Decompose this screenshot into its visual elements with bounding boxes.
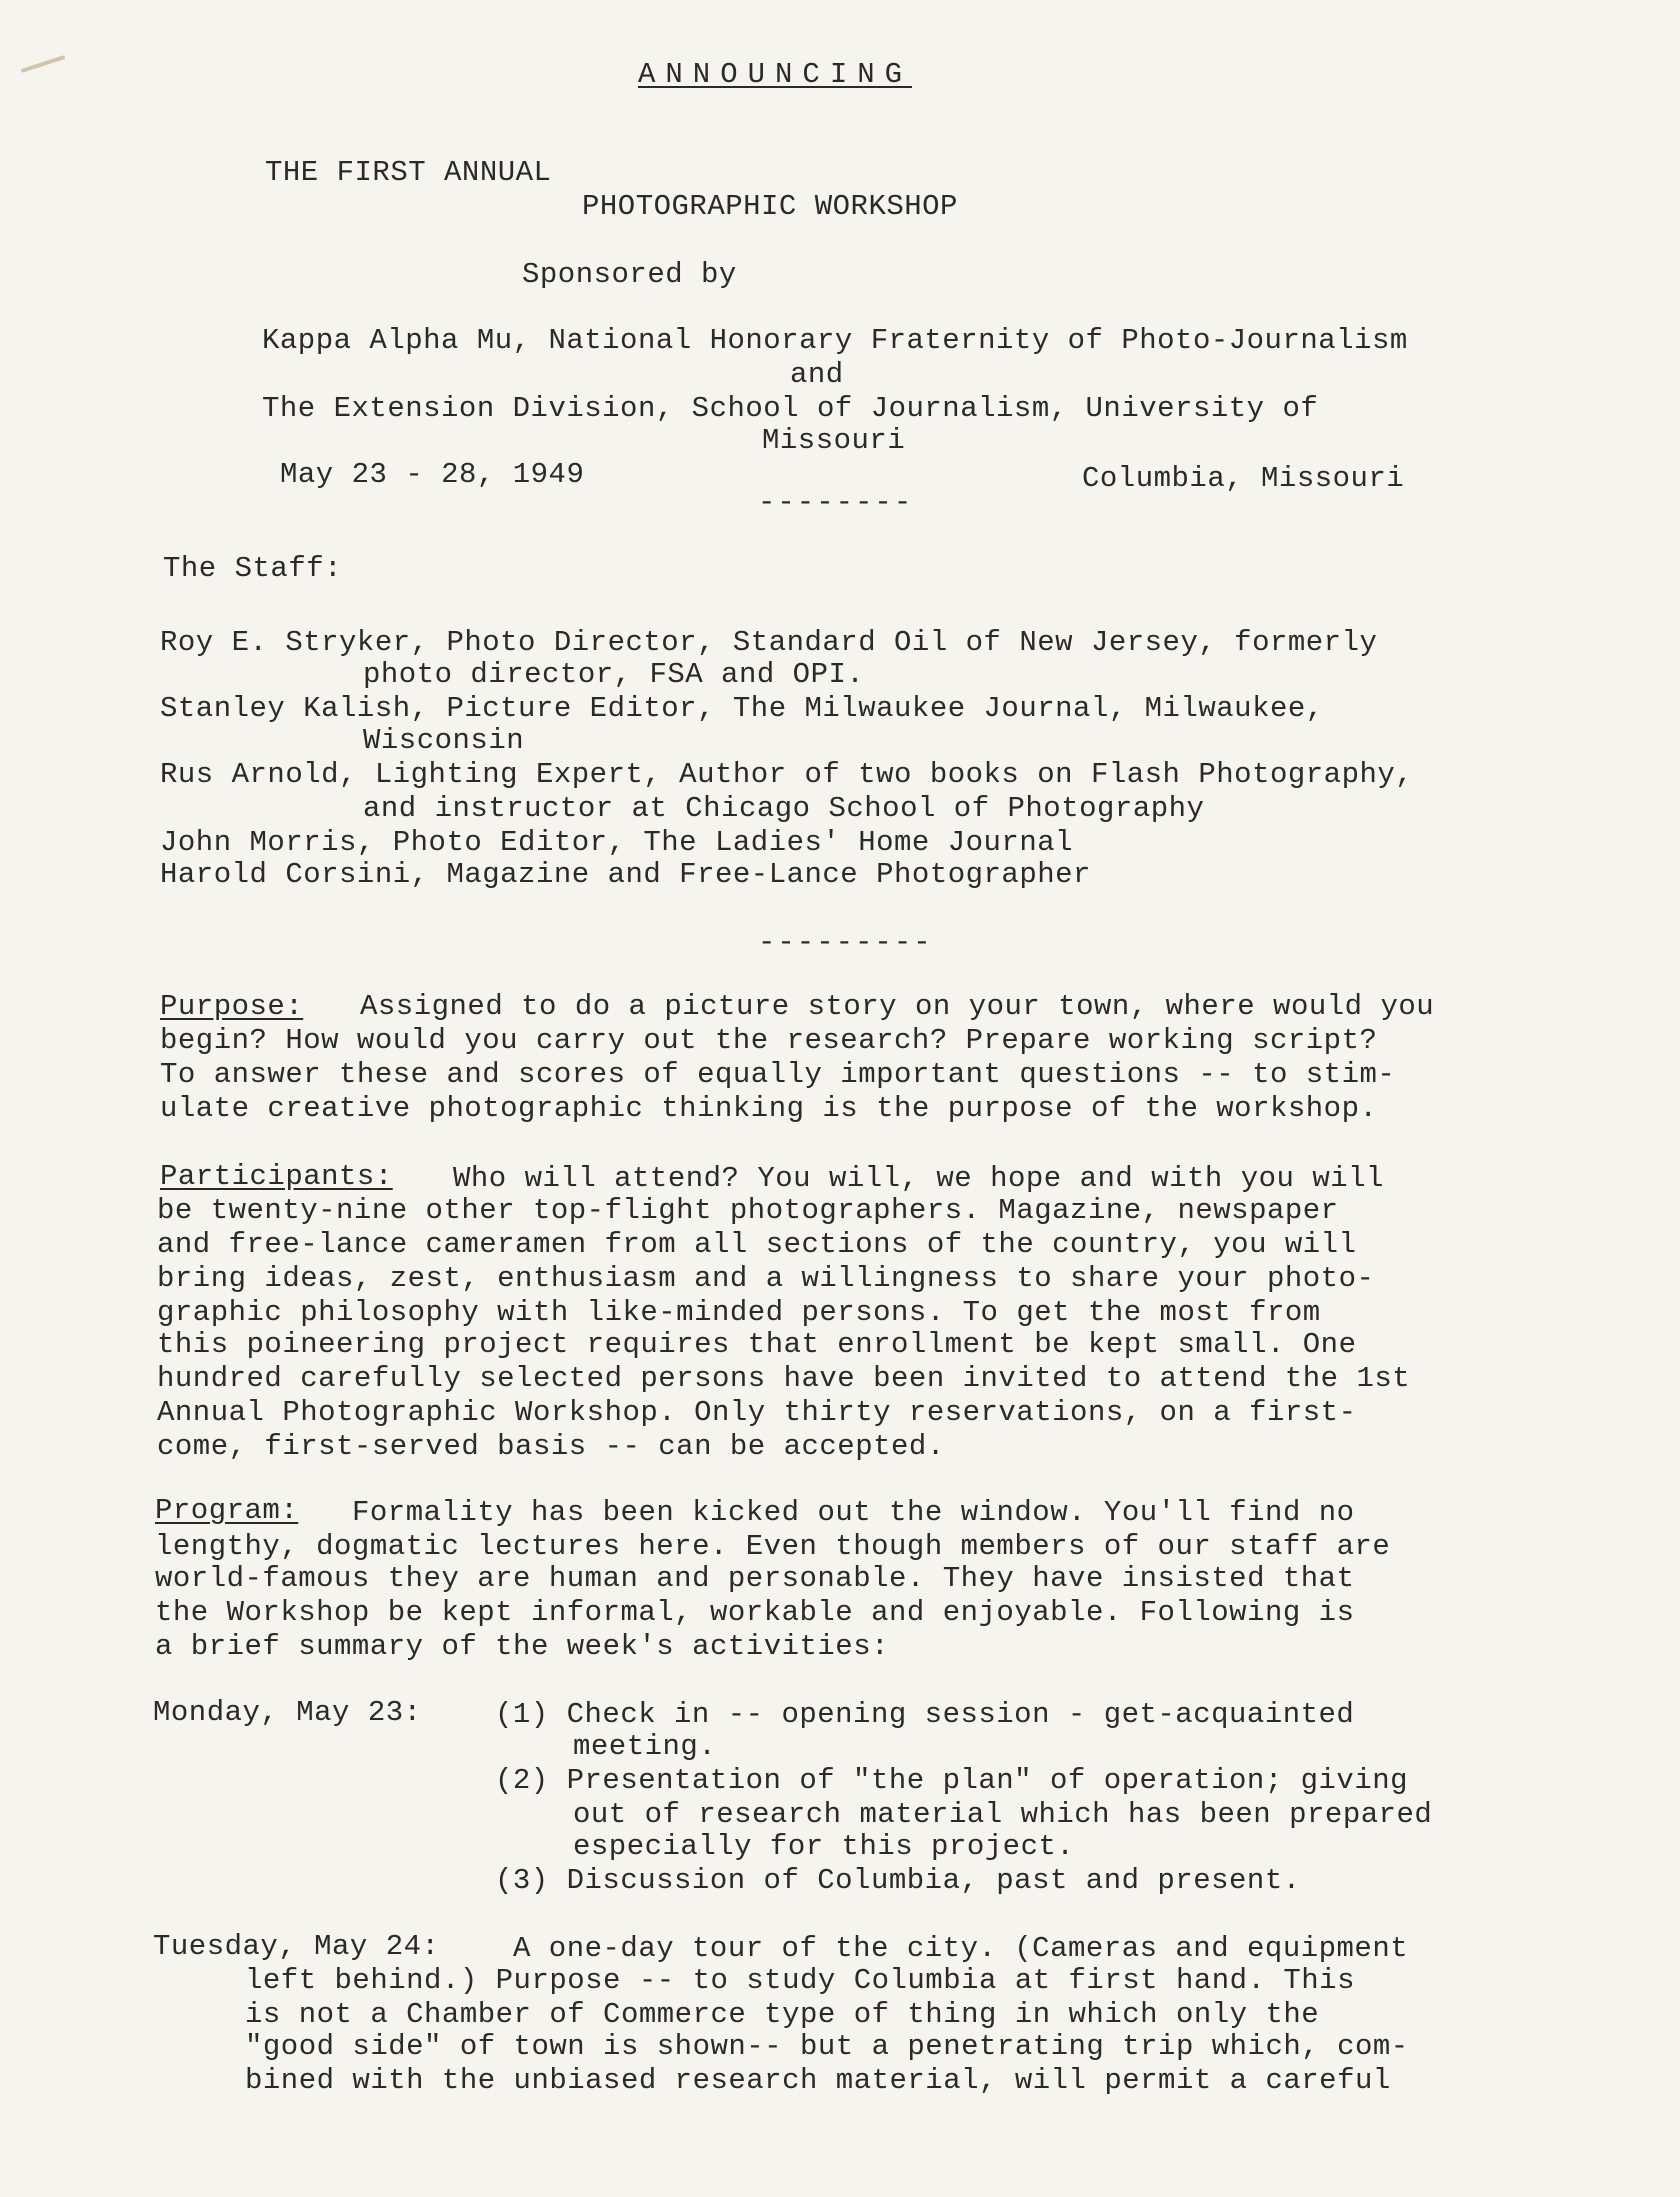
purpose-label: Purpose:	[160, 990, 304, 1023]
program-line: the Workshop be kept informal, workable and enjoyable. Following is	[155, 1596, 1355, 1629]
monday-label: Monday, May 23:	[153, 1696, 422, 1729]
divider-1: --------	[758, 486, 914, 519]
staff-line: and instructor at Chicago School of Photography	[363, 792, 1205, 825]
staff-line: Harold Corsini, Magazine and Free-Lance Photographer	[160, 858, 1091, 891]
staff-line: John Morris, Photo Editor, The Ladies' Home Journal	[160, 826, 1074, 859]
tuesday-line: left behind.) Purpose -- to study Columbia at first hand. This	[245, 1964, 1355, 1997]
participants-line: this poineering project requires that enrollment be kept small. One	[157, 1328, 1357, 1361]
tuesday-label: Tuesday, May 24:	[153, 1930, 440, 1963]
staff-heading: The Staff:	[163, 552, 343, 585]
tuesday-line: is not a Chamber of Commerce type of thing in which only the	[245, 1998, 1320, 2031]
program-label: Program:	[155, 1494, 299, 1527]
purpose-line: Assigned to do a picture story on your town, where would you	[360, 990, 1435, 1023]
program-line: Formality has been kicked out the window. You'll find no	[352, 1496, 1355, 1529]
title-line-2: PHOTOGRAPHIC WORKSHOP	[582, 190, 958, 223]
sponsored-by: Sponsored by	[522, 258, 737, 291]
announcing-heading: ANNOUNCING	[638, 58, 913, 91]
program-line: a brief summary of the week's activities:	[155, 1630, 890, 1663]
staff-line: Wisconsin	[363, 724, 525, 757]
participants-label: Participants:	[160, 1160, 393, 1193]
staff-line: Stanley Kalish, Picture Editor, The Milwaukee Journal, Milwaukee,	[160, 692, 1324, 725]
participants-line: bring ideas, zest, enthusiasm and a willingness to share your photo-	[157, 1262, 1375, 1295]
program-line: world-famous they are human and personable. They have insisted that	[155, 1562, 1355, 1595]
purpose-line: begin? How would you carry out the research? Prepare working script?	[160, 1024, 1378, 1057]
monday-item: meeting.	[573, 1730, 717, 1763]
title-line-1: THE FIRST ANNUAL	[265, 156, 552, 189]
participants-line: come, first-served basis -- can be accepted.	[157, 1430, 945, 1463]
sponsor-2-line-1: The Extension Division, School of Journalism, University of	[262, 392, 1319, 425]
participants-line: Annual Photographic Workshop. Only thirty reservations, on a first-	[157, 1396, 1357, 1429]
monday-item: out of research material which has been prepared	[573, 1798, 1433, 1831]
tuesday-line: "good side" of town is shown-- but a penetrating trip which, com-	[245, 2030, 1409, 2063]
participants-line: hundred carefully selected persons have been invited to attend the 1st	[157, 1362, 1411, 1395]
monday-item: (2) Presentation of "the plan" of operation; giving	[495, 1764, 1409, 1797]
sponsor-and: and	[790, 358, 844, 391]
sponsor-1: Kappa Alpha Mu, National Honorary Fraternity of Photo-Journalism	[262, 324, 1408, 357]
participants-line: Who will attend? You will, we hope and with you will	[453, 1162, 1384, 1195]
monday-item: (3) Discussion of Columbia, past and present.	[495, 1864, 1301, 1897]
sponsor-2-line-2: Missouri	[762, 424, 906, 457]
tuesday-line: bined with the unbiased research material, will permit a careful	[245, 2064, 1391, 2097]
monday-item: (1) Check in -- opening session - get-acquainted	[495, 1698, 1355, 1731]
participants-line: graphic philosophy with like-minded persons. To get the most from	[157, 1296, 1321, 1329]
tuesday-line: A one-day tour of the city. (Cameras and equipment	[513, 1932, 1409, 1965]
participants-line: and free-lance cameramen from all sections of the country, you will	[157, 1228, 1357, 1261]
event-dates: May 23 - 28, 1949	[280, 458, 585, 491]
program-line: lengthy, dogmatic lectures here. Even though members of our staff are	[155, 1530, 1391, 1563]
participants-line: be twenty-nine other top-flight photographers. Magazine, newspaper	[157, 1194, 1339, 1227]
purpose-line: To answer these and scores of equally important questions -- to stim-	[160, 1058, 1396, 1091]
staff-line: Rus Arnold, Lighting Expert, Author of two books on Flash Photography,	[160, 758, 1414, 791]
paper-stain	[21, 55, 66, 73]
staff-line: Roy E. Stryker, Photo Director, Standard Oil of New Jersey, formerly	[160, 626, 1378, 659]
event-location: Columbia, Missouri	[1082, 462, 1405, 495]
staff-line: photo director, FSA and OPI.	[363, 658, 865, 691]
monday-item: especially for this project.	[573, 1830, 1075, 1863]
divider-2: ---------	[758, 926, 933, 959]
purpose-line: ulate creative photographic thinking is the purpose of the workshop.	[160, 1092, 1378, 1125]
